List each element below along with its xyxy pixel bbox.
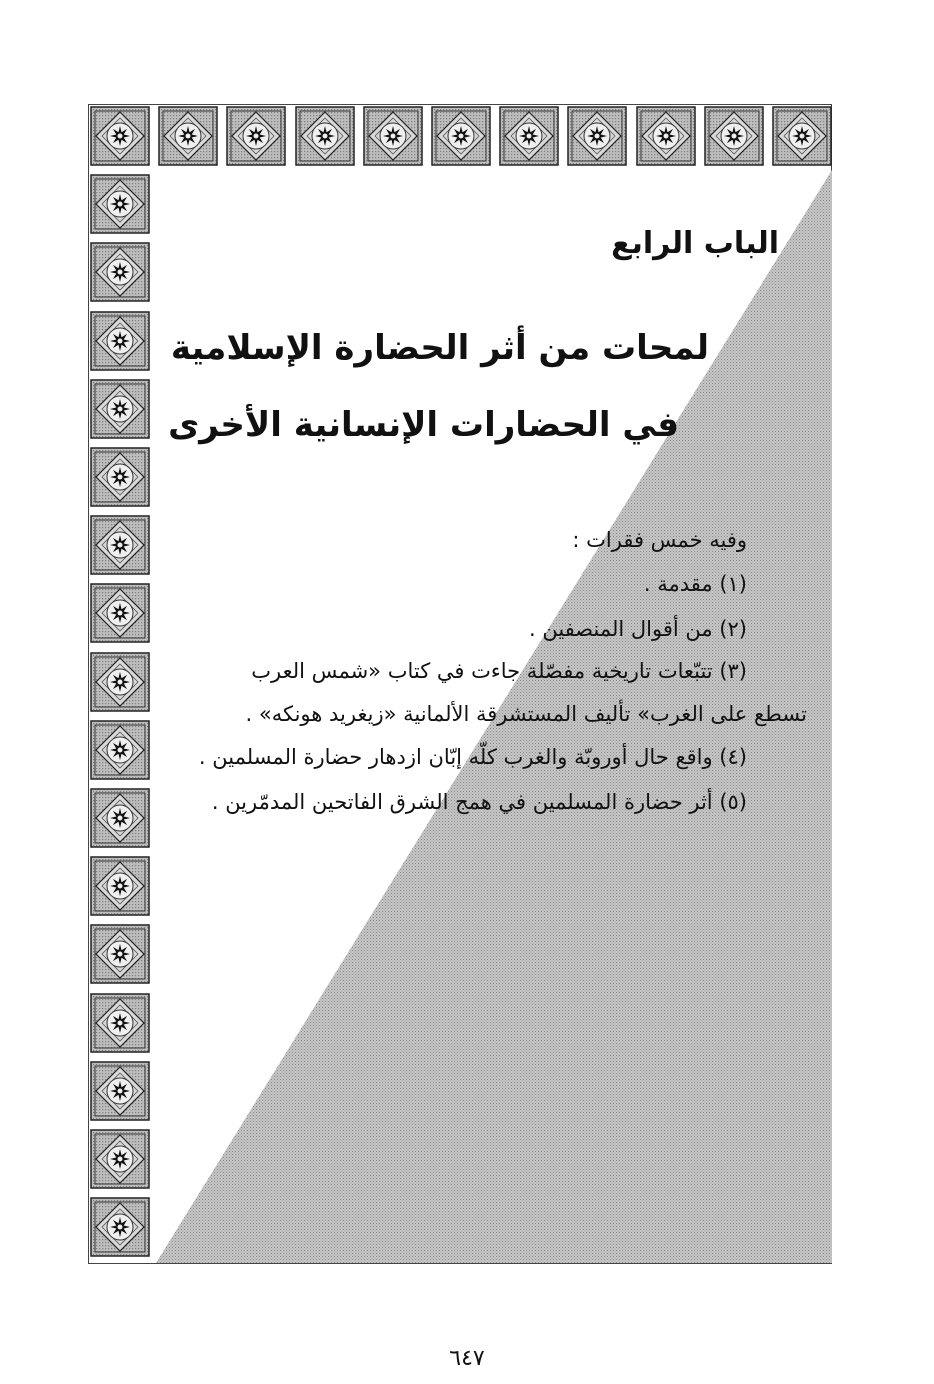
eight-point-star-ornament-icon [90, 1129, 150, 1189]
eight-point-star-ornament-icon [90, 447, 150, 507]
contents-item: (٤) واقع حال أوروبّة والغرب كلّه إبّان ازدهار حضارة المسلمين . [198, 745, 747, 769]
contents-item: (٣) تتبّعات تاريخية مفصّلة جاءت في كتاب «شمس العرب [251, 659, 747, 683]
contents-item: (١) مقدمة . [643, 572, 747, 596]
eight-point-star-ornament-icon [226, 106, 286, 166]
eight-point-star-ornament-icon [90, 311, 150, 371]
eight-point-star-ornament-icon [567, 106, 627, 166]
eight-point-star-ornament-icon [90, 788, 150, 848]
eight-point-star-ornament-icon [499, 106, 559, 166]
page-number: ٦٤٧ [449, 1346, 485, 1371]
contents-item: (٥) أثر حضارة المسلمين في همج الشرق الفاتحين المدمّرين . [211, 790, 747, 814]
contents-intro: وفيه خمس فقرات : [572, 528, 747, 552]
eight-point-star-ornament-icon [431, 106, 491, 166]
eight-point-star-ornament-icon [90, 856, 150, 916]
eight-point-star-ornament-icon [90, 174, 150, 234]
eight-point-star-ornament-icon [90, 379, 150, 439]
eight-point-star-ornament-icon [90, 993, 150, 1053]
eight-point-star-ornament-icon [90, 652, 150, 712]
chapter-title-line-2: في الحضارات الإنسانية الأخرى [168, 405, 679, 445]
eight-point-star-ornament-icon [158, 106, 218, 166]
eight-point-star-ornament-icon [90, 106, 150, 166]
chapter-label: الباب الرابع [611, 226, 779, 261]
eight-point-star-ornament-icon [90, 924, 150, 984]
eight-point-star-ornament-icon [636, 106, 696, 166]
diagonal-shaded-background [88, 104, 832, 1264]
eight-point-star-ornament-icon [295, 106, 355, 166]
eight-point-star-ornament-icon [90, 720, 150, 780]
chapter-title-line-1: لمحات من أثر الحضارة الإسلامية [170, 328, 709, 368]
contents-item: (٢) من أقوال المنصفين . [529, 617, 747, 641]
eight-point-star-ornament-icon [772, 106, 832, 166]
eight-point-star-ornament-icon [90, 242, 150, 302]
eight-point-star-ornament-icon [363, 106, 423, 166]
eight-point-star-ornament-icon [704, 106, 764, 166]
eight-point-star-ornament-icon [90, 583, 150, 643]
contents-item-continuation: تسطع على الغرب» تأليف المستشرقة الألمانية «زيغريد هونكه» . [245, 702, 807, 726]
eight-point-star-ornament-icon [90, 515, 150, 575]
eight-point-star-ornament-icon [90, 1197, 150, 1257]
eight-point-star-ornament-icon [90, 1061, 150, 1121]
